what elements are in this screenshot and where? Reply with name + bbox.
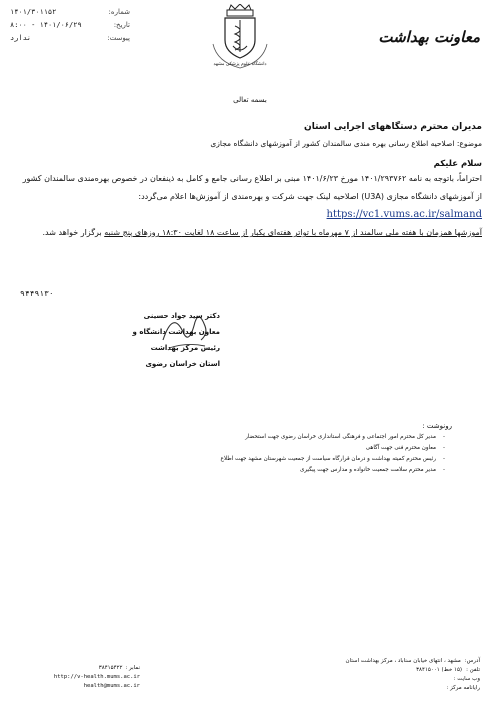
cc-item-text: معاون محترم فنی جهت آگاهی: [365, 445, 436, 451]
website-row: [20, 673, 140, 682]
logo-caption: دانشگاه علوم پزشکی مشهد: [213, 62, 267, 67]
university-logo: [205, 4, 275, 72]
address-label: آدرس:: [464, 658, 480, 664]
phone-row: [220, 666, 480, 675]
number-value: ۱۴۰۱/۳۰۱۱۵۲: [10, 8, 57, 16]
fax-label: نمابر :: [125, 665, 140, 671]
fax-row: [20, 664, 140, 673]
website-link[interactable]: http://v-health.mums.ac.ir: [53, 674, 140, 680]
body-paragraph-2: [18, 224, 482, 242]
phone-label: تلفن :: [466, 667, 480, 673]
footer-contact: [20, 664, 140, 691]
body-paragraph-1-text: احتراماً، باتوجه به نامه ۱۴۰۱/۲۹۳۷۶۲ مورخ ۱۴۰۱/۶/۲۳ مبنی بر اطلاع رسانی جامع و کامل به ذینفعان در خصوص بهره‌مندی سالمندان کشور از آموزشهای دانشگاه مجازی (U3A) اصلاحیه لینک جهت شرکت و بهره‌مندی از آموزش‌ها اعلام می‌گردد:: [22, 174, 482, 201]
greeting: سلام علیکم: [433, 159, 482, 169]
recipient: مدیران محترم دستگاههای اجرایی استان: [304, 122, 482, 132]
address-value: مشهد ، انتهای خیابان سناباد ، مرکز بهداشت استان: [345, 658, 461, 664]
email-row: [20, 682, 140, 691]
meta-number-row: [10, 6, 130, 19]
attachment-value: ندارد: [10, 34, 32, 42]
website-label-row: [220, 675, 480, 684]
cc-item: - مدیر کل محترم امور اجتماعی و فرهنگی استانداری خراسان رضوی جهت استحضار: [32, 432, 452, 443]
reference-number: ۹۴۴۹۱۳۰: [20, 289, 54, 298]
letter-meta: [10, 6, 130, 45]
meta-date-row: [10, 19, 130, 32]
signer-role: معاون بهداشت دانشگاه و رئیس مرکز بهداشت: [132, 328, 220, 352]
signer-name: دکتر سید جواد حسینی: [143, 312, 220, 320]
cc-item-text: مدیر کل محترم امور اجتماعی و فرهنگی استانداری خراسان رضوی جهت استحضار: [245, 434, 436, 440]
cc-item: - معاون محترم فنی جهت آگاهی: [32, 443, 452, 454]
letter-body: [18, 170, 482, 242]
cc-item-text: رئیس محترم کمیته بهداشت و درمان قرارگاه سیاست از جمعیت شهرستان مشهد جهت اطلاع: [220, 456, 436, 462]
schedule-text: آموزشها همزمان با هفته ملی سالمند از ۷ مهرماه با تواتر هفته‌ای یکبار از ساعت ۱۸ لغایت ۱۸:۳۰ روزهای پنج شنبه: [104, 228, 482, 237]
date-label: تاریخ:: [113, 21, 130, 29]
signature-block: [120, 308, 220, 372]
number-label: شماره:: [108, 8, 130, 16]
email-link[interactable]: health@mums.ac.ir: [83, 683, 140, 689]
signer-province: استان خراسان رضوی: [145, 360, 220, 368]
invocation: بسمه تعالی: [233, 96, 267, 104]
date-value: ۱۴۰۱/۰۶/۲۹ - ۸:۰۰: [10, 21, 82, 29]
cc-item: - مدیر محترم سلامت جمعیت خانواده و مدارس جهت پیگیری: [32, 465, 452, 476]
meta-attachment-row: [10, 32, 130, 45]
subject-line: موضوع: اصلاحیه اطلاع رسانی بهره مندی سالمندان کشور از آموزشهای دانشگاه مجازی: [210, 139, 482, 148]
email-label: رایانامه مرکز :: [446, 685, 480, 691]
cc-list: [32, 432, 452, 476]
attachment-label: پیوست:: [107, 34, 130, 42]
office-title: معاونت بهداشت: [378, 28, 480, 46]
salmand-link[interactable]: https://vc1.vums.ac.ir/salmand: [326, 209, 482, 220]
website-label: وب سایت :: [453, 676, 480, 682]
fax-value: ۳۸۴۱۵۴۲۲: [98, 665, 123, 671]
cc-item: - رئیس محترم کمیته بهداشت و درمان قرارگاه سیاست از جمعیت شهرستان مشهد جهت اطلاع: [32, 454, 452, 465]
cc-item-text: مدیر محترم سلامت جمعیت خانواده و مدارس جهت پیگیری: [299, 467, 436, 473]
address-row: [220, 657, 480, 666]
email-label-row: [220, 684, 480, 693]
body-paragraph-1: [18, 170, 482, 224]
footer-address: [220, 657, 480, 693]
schedule-tail: برگزار خواهد شد.: [42, 228, 102, 237]
cc-title: رونوشت :: [422, 422, 452, 430]
phone-value: (۱۵ خط) ۳۸۴۱۵۰۰۱: [416, 667, 463, 673]
